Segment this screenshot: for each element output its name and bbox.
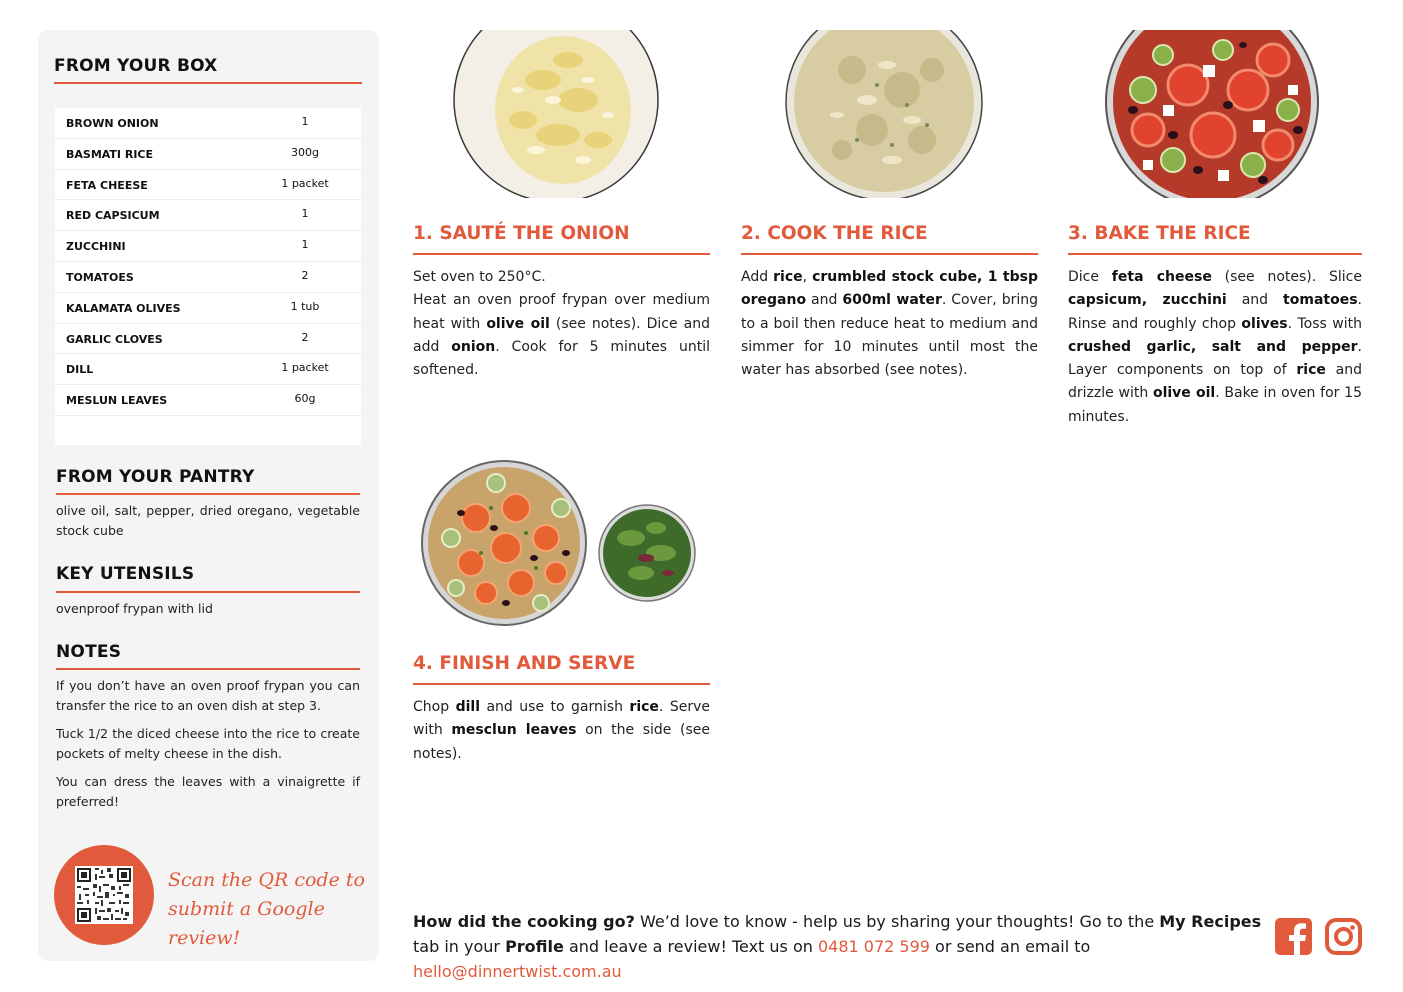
ingredient-name: DILL (66, 363, 94, 377)
ingredient-qty: 2 (301, 268, 309, 282)
ingredient-row (55, 293, 361, 324)
instruction-paragraph (413, 696, 710, 766)
text-run: . Rinse and roughly chop (1068, 292, 1362, 332)
ingredient-qty: 1 (301, 207, 309, 221)
ingredient-qty: 1 packet (281, 361, 329, 375)
facebook-icon[interactable] (1275, 918, 1312, 955)
divider (413, 253, 710, 255)
ingredient-name: TOMATOES (66, 270, 134, 284)
text-run: and (1226, 292, 1284, 309)
text-run: Add (741, 269, 774, 285)
text-run: dill (455, 699, 480, 715)
step-4-title: 4. FINISH AND SERVE (413, 653, 636, 674)
instruction-paragraph (741, 266, 1038, 382)
review-footer-text (413, 909, 1263, 984)
ingredients-sidebar (38, 30, 379, 961)
instruction-paragraph (1068, 266, 1362, 429)
divider (56, 668, 360, 670)
qr-prompt-line: Scan the QR code to (168, 869, 365, 891)
text-run: Dice (1068, 269, 1112, 285)
ingredient-row (55, 108, 361, 139)
divider (56, 591, 360, 593)
ingredient-qty: 60g (294, 392, 316, 406)
ingredient-qty: 2 (301, 330, 309, 344)
instagram-icon[interactable] (1325, 918, 1362, 955)
sauteed-onion-photo (448, 30, 664, 198)
text-run: . Bake in oven for 15 minutes. (1068, 385, 1362, 425)
text-run: Chop (413, 699, 456, 715)
step-1-instructions (413, 266, 710, 382)
ingredient-name: BASMATI RICE (66, 147, 154, 161)
text-run: (see notes). Slice (1211, 269, 1362, 285)
ingredient-qty: 1 (301, 238, 309, 252)
ingredient-qty: 300g (291, 145, 319, 159)
step-2-title: 2. COOK THE RICE (741, 223, 928, 244)
text-run: rice (629, 699, 659, 715)
text-run: 600ml water (842, 292, 942, 309)
ingredient-name: KALAMATA OLIVES (66, 301, 181, 315)
note-item: You can dress the leaves with a vinaigrette if preferred! (56, 774, 360, 809)
text-run: olive oil (486, 315, 550, 332)
text-run: and use to garnish (480, 699, 630, 715)
ingredient-qty: 1 (301, 115, 309, 128)
pantry-items: olive oil, salt, pepper, dried oregano, vegetable stock cube (56, 503, 360, 538)
divider (741, 253, 1038, 255)
instruction-paragraph (413, 289, 710, 382)
ingredient-qty: 1 packet (281, 176, 329, 190)
text-run: and (806, 292, 843, 309)
text-run: feta cheese (1111, 269, 1212, 285)
text-run: tomatoes (1283, 292, 1358, 309)
text-run: and drizzle with (1068, 362, 1362, 402)
ingredient-name: GARLIC CLOVES (66, 332, 163, 346)
text-run: mesclun leaves (451, 722, 577, 739)
ingredient-qty: 1 tub (290, 299, 320, 313)
text-run: or send an email to (929, 937, 1091, 956)
text-run: My Recipes (1159, 912, 1262, 931)
notes-heading: NOTES (56, 642, 122, 662)
from-your-box-heading: FROM YOUR BOX (54, 56, 218, 76)
text-run: tab in your (413, 937, 506, 956)
ingredient-name: RED CAPSICUM (66, 209, 160, 223)
divider (413, 683, 710, 685)
utensils-text: ovenproof frypan with lid (56, 601, 213, 616)
ingredient-row (55, 139, 361, 170)
text-run: Profile (505, 937, 564, 956)
text-run: rice (773, 269, 803, 285)
baked-rice-and-salad-photo (416, 458, 698, 628)
text-run: olive oil (1152, 385, 1216, 402)
text-run: rice (1296, 362, 1326, 379)
text-run: . Cover, bring to a boil then reduce heat to medium and simmer for 10 minutes until most the water has absorbed (see notes). (741, 292, 1038, 379)
step-3-instructions (1068, 266, 1362, 429)
text-run: How did the cooking go? (413, 912, 635, 931)
qr-code-icon[interactable] (75, 866, 133, 924)
text-run: . Toss with (1287, 315, 1362, 332)
qr-review-prompt (168, 866, 379, 953)
key-utensils-heading: KEY UTENSILS (56, 564, 195, 584)
ingredient-row (55, 231, 361, 262)
ingredient-name: BROWN ONION (66, 117, 159, 130)
ingredient-row (55, 324, 361, 355)
text-run: Set oven to 250°C. (413, 269, 546, 285)
text-run: and leave a review! Text us on (563, 937, 818, 956)
text-run: Heat an oven proof frypan over medium heat with (413, 292, 710, 332)
text-run: olives (1241, 315, 1288, 332)
qr-badge[interactable] (54, 845, 154, 945)
text-run: crumbled stock cube, 1 tbsp oregano (741, 269, 1038, 309)
text-run: . Serve with (413, 699, 710, 739)
from-your-pantry-heading: FROM YOUR PANTRY (56, 467, 255, 487)
step-1-title: 1. SAUTÉ THE ONION (413, 223, 630, 244)
text-run: , (802, 269, 813, 285)
divider (56, 493, 360, 495)
ingredient-name: MESLUN LEAVES (66, 394, 168, 408)
note-item: If you don’t have an oven proof frypan you can transfer the rice to an oven dish at step 3. (56, 678, 360, 713)
ingredient-row (55, 385, 361, 416)
ingredients-table (55, 108, 361, 445)
text-run: We’d love to know - help us by sharing your thoughts! Go to the (634, 912, 1160, 931)
step-3-title: 3. BAKE THE RICE (1068, 223, 1251, 244)
vegetable-rice-pan-photo (1103, 30, 1321, 198)
contact-link[interactable]: hello@dinnertwist.com.au (413, 962, 622, 981)
ingredient-row (55, 170, 361, 201)
notes-list (56, 676, 360, 820)
text-run: capsicum, zucchini (1068, 292, 1227, 309)
divider (54, 82, 362, 84)
text-run: . Layer components on top of (1068, 338, 1362, 379)
qr-prompt-line: submit a Google review! (168, 898, 325, 949)
ingredient-row (55, 354, 361, 385)
ingredient-row (55, 262, 361, 293)
ingredient-name: FETA CHEESE (66, 178, 148, 192)
text-run: . Cook for 5 minutes until softened. (413, 338, 710, 379)
text-run: crushed garlic, salt and pepper (1068, 338, 1358, 355)
text-run: on the side (see notes). (413, 722, 710, 762)
contact-link[interactable]: 0481 072 599 (817, 937, 930, 956)
text-run: onion (451, 338, 496, 355)
step-2-instructions (741, 266, 1038, 382)
text-run: (see notes). Dice and add (413, 315, 710, 355)
divider (1068, 253, 1362, 255)
ingredient-row (55, 200, 361, 231)
note-item: Tuck 1/2 the diced cheese into the rice to create pockets of melty cheese in the dish. (56, 726, 360, 761)
step-4-instructions (413, 696, 710, 766)
ingredient-name: ZUCCHINI (66, 240, 126, 254)
instruction-paragraph (413, 266, 710, 289)
cooked-rice-photo (782, 30, 986, 198)
